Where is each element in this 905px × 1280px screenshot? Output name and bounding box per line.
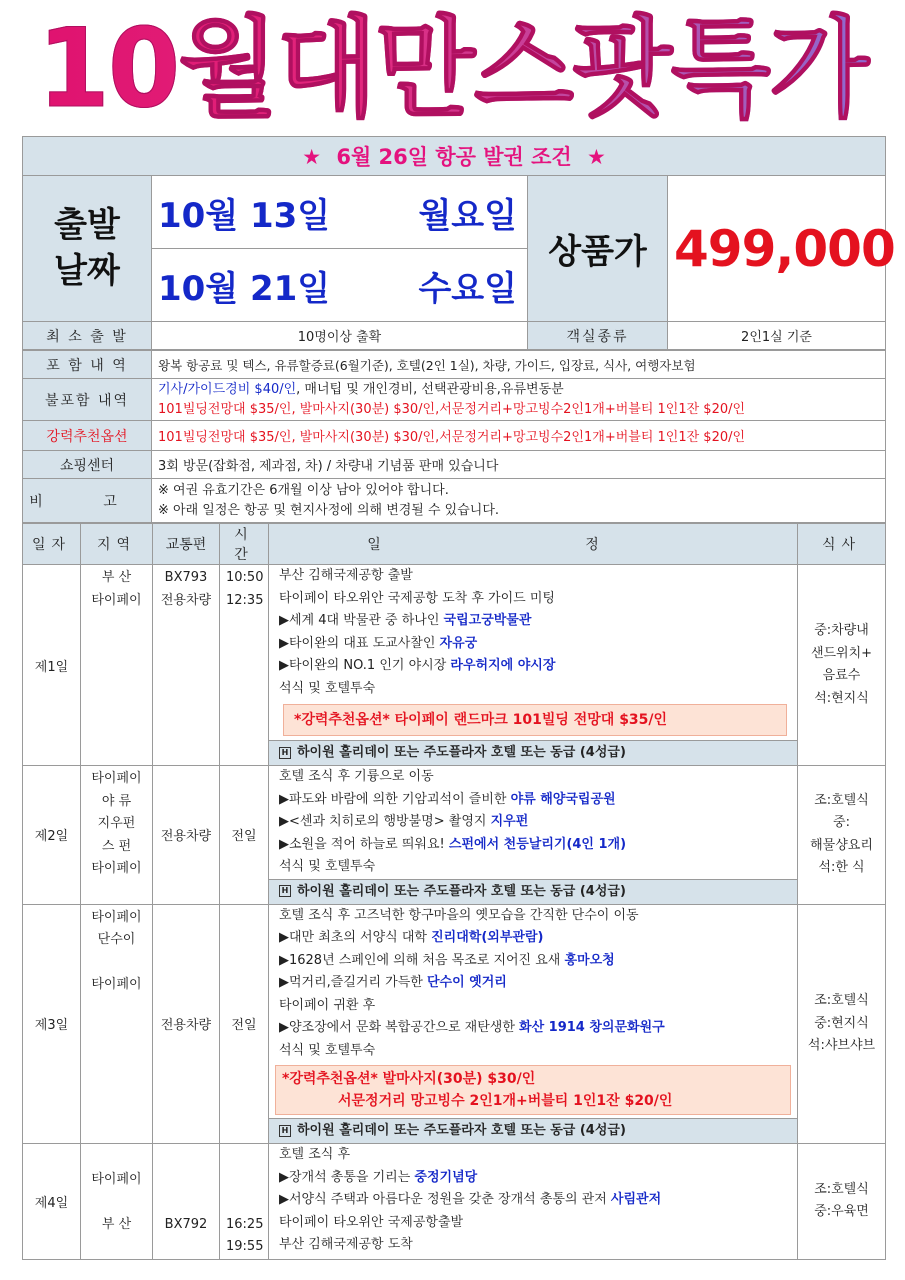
vehicle: 전용차량 bbox=[160, 592, 212, 608]
attraction-name: 홍마오청 bbox=[564, 952, 615, 968]
itinerary-line: ▶세계 4대 박물관 중 하나인 bbox=[279, 613, 444, 628]
col-schedule: 일 정 bbox=[269, 524, 798, 565]
remark-line: ※ 여권 유효기간은 6개월 이상 남아 있어야 합니다. bbox=[158, 482, 449, 498]
transport-cell: 전용차량 bbox=[153, 904, 220, 1144]
meal: 석:현지식 bbox=[814, 690, 869, 706]
region: 타이페이 bbox=[91, 909, 142, 925]
attraction-name: 화산 1914 창의문화원구 bbox=[519, 1020, 665, 1035]
meal: 해물샹요리 bbox=[810, 837, 873, 853]
itinerary-cell bbox=[269, 1144, 798, 1260]
itinerary-line: ▶소원을 적어 하늘로 띄워요! bbox=[279, 836, 449, 852]
guide-fee-text: 기사/가이드경비 $40/인 bbox=[158, 381, 297, 397]
itinerary-line: 호텔 조식 후 bbox=[279, 1147, 351, 1162]
attraction-name: 국립고궁박물관 bbox=[443, 613, 532, 628]
meal-cell bbox=[798, 904, 886, 1144]
itinerary-line: ▶1628년 스페인에 의해 처음 목조로 지어진 요새 bbox=[279, 952, 565, 968]
room-type-label: 객실종류 bbox=[528, 322, 668, 350]
itinerary-cell bbox=[269, 766, 798, 905]
region-cell bbox=[81, 1144, 153, 1260]
itinerary-line: ▶파도와 바람에 의한 기암괴석이 즐비한 bbox=[279, 791, 511, 807]
attraction-name: 라우허지에 야시장 bbox=[450, 658, 556, 673]
meal-cell bbox=[798, 565, 886, 766]
day-row bbox=[23, 565, 886, 766]
itinerary-cell bbox=[269, 904, 798, 1144]
region: 타이페이 bbox=[91, 861, 142, 876]
itinerary-line: 호텔 조식 후 고즈넉한 항구마을의 옛모습을 간직한 단수이 이동 bbox=[279, 907, 639, 923]
itinerary-line: ▶서양식 주택과 아름다운 정원을 갖춘 장개석 총통의 관저 bbox=[279, 1192, 611, 1207]
weekday-text: 월요일 bbox=[418, 195, 517, 236]
option-box: *강력추천옵션* 타이페이 랜드마크 101빌딩 전망대 $35/인 bbox=[283, 704, 787, 736]
transport bbox=[159, 1146, 213, 1169]
attraction-name: 스펀에서 천등날리기(4인 1개) bbox=[448, 836, 627, 852]
min-departure-value: 10명이상 출확 bbox=[152, 322, 528, 350]
star-icon: ★ bbox=[302, 145, 322, 169]
time-cell bbox=[220, 565, 269, 766]
region: 지우펀 bbox=[97, 816, 136, 831]
itinerary-line: ▶타이완의 대표 도교사찰인 bbox=[279, 635, 440, 651]
shopping-label: 쇼핑센터 bbox=[23, 451, 152, 479]
departure-label-line: 출발 bbox=[54, 204, 120, 245]
time bbox=[226, 1146, 262, 1169]
col-meal: 식사 bbox=[798, 524, 886, 565]
itinerary-line: 호텔 조식 후 기륭으로 이동 bbox=[279, 769, 434, 784]
region: 타이페이 bbox=[91, 771, 142, 786]
star-icon: ★ bbox=[587, 145, 606, 169]
departure-label bbox=[23, 176, 152, 322]
region-cell bbox=[81, 565, 153, 766]
itinerary-line: 석식 및 호텔투숙 bbox=[279, 680, 376, 696]
meal: 중:우육면 bbox=[814, 1204, 869, 1220]
day-row bbox=[23, 904, 886, 1144]
hotel-text: 하이원 홀리데이 또는 주도플라자 호텔 또는 동급 (4성급) bbox=[297, 745, 626, 760]
itinerary-header bbox=[23, 524, 886, 565]
transport bbox=[159, 1191, 213, 1214]
meal: 중: bbox=[833, 815, 850, 831]
promo-banner bbox=[0, 0, 905, 135]
meal: 조:호텔식 bbox=[814, 1181, 869, 1197]
hotel-icon: H bbox=[279, 1125, 291, 1137]
transport-cell: 전용차량 bbox=[153, 766, 220, 905]
transport-cell bbox=[153, 1144, 220, 1260]
time-cell bbox=[220, 1144, 269, 1260]
region-cell bbox=[81, 766, 153, 905]
meal: 석:샤브샤브 bbox=[807, 1038, 876, 1053]
region bbox=[87, 1191, 146, 1214]
itinerary-table bbox=[22, 523, 886, 1260]
meal: 조:호텔식 bbox=[814, 993, 869, 1008]
departure-date-2 bbox=[152, 249, 528, 322]
price-value: 499,000 bbox=[668, 176, 886, 322]
tour-sheet bbox=[22, 136, 895, 1260]
meal: 석:한 식 bbox=[818, 860, 865, 876]
itinerary-line: 타이페이 타오위안 국제공항출발 bbox=[279, 1214, 464, 1230]
time: 19:55 bbox=[226, 1239, 264, 1254]
time-cell: 전일 bbox=[220, 766, 269, 905]
flight-number: BX793 bbox=[164, 570, 208, 585]
remark-line: ※ 아래 일정은 항공 및 현지사정에 의해 변경될 수 있습니다. bbox=[158, 502, 500, 518]
attraction-name: 사림관저 bbox=[610, 1192, 662, 1207]
itinerary-cell bbox=[269, 565, 798, 766]
recommended-option-label: 강력추천옵션 bbox=[23, 421, 152, 451]
itinerary-line: ▶<센과 치히로의 행방불명> 촬영지 bbox=[279, 814, 491, 829]
region: 단수이 bbox=[97, 932, 136, 947]
excluded-label: 불포함 내역 bbox=[23, 379, 152, 421]
included-value: 왕복 항공료 및 텍스, 유류할증료(6월기준), 호텔(2인 1실), 차량, 가이드, 입장료, 식사, 여행자보험 bbox=[152, 351, 886, 379]
excluded-rest-text: , 매너팁 및 개인경비, 선택관광비용,유류변동분 bbox=[296, 381, 564, 397]
itinerary-line: ▶양조장에서 문화 복합공간으로 재탄생한 bbox=[279, 1020, 520, 1035]
attraction-name: 중정기념당 bbox=[414, 1169, 478, 1185]
option-line: 서문정거리 망고빙수 2인1개+버블티 1인1잔 $20/인 bbox=[338, 1093, 673, 1109]
day-label: 제3일 bbox=[23, 904, 81, 1144]
banner-title: 10월대만스팟특가 bbox=[37, 3, 868, 132]
notice-text: 6월 26일 항공 발권 조건 bbox=[336, 145, 572, 169]
recommended-option-value: 101빌딩전망대 $35/인, 발마사지(30분) $30/인,서문정거리+망고빙수2인1개+버블티 1인1잔 $20/인 bbox=[152, 421, 886, 451]
meal: 조:호텔식 bbox=[814, 792, 869, 808]
transport-cell bbox=[153, 565, 220, 766]
day-label: 제4일 bbox=[23, 1144, 81, 1260]
itinerary-line: 부산 김해국제공항 출발 bbox=[279, 568, 413, 583]
itinerary-line: 석식 및 호텔투숙 bbox=[279, 1042, 376, 1058]
summary-table bbox=[22, 136, 895, 350]
attraction-name: 단수이 옛거리 bbox=[426, 975, 507, 990]
region: 타이페이 bbox=[91, 592, 142, 608]
hotel-row bbox=[269, 740, 797, 765]
itinerary-line: 타이페이 귀환 후 bbox=[279, 997, 376, 1013]
option-box bbox=[275, 1065, 791, 1115]
flight-number: BX792 bbox=[164, 1216, 208, 1232]
region bbox=[87, 1146, 146, 1169]
shopping-value: 3회 방문(잡화점, 제과점, 차) / 차량내 기념품 판매 있습니다 bbox=[152, 451, 886, 479]
option-line: *강력추천옵션* 발마사지(30분) $30/인 bbox=[282, 1071, 536, 1087]
time: 16:25 bbox=[226, 1216, 264, 1232]
col-date: 일자 bbox=[23, 524, 81, 565]
time: 12:35 bbox=[226, 592, 264, 608]
itinerary-line: 석식 및 호텔투숙 bbox=[279, 859, 376, 874]
region: 부 산 bbox=[101, 570, 132, 585]
itinerary-line: ▶장개석 총통을 기리는 bbox=[279, 1169, 415, 1185]
hotel-icon: H bbox=[279, 885, 291, 897]
meal-cell bbox=[798, 766, 886, 905]
day-label: 제2일 bbox=[23, 766, 81, 905]
itinerary-line: 부산 김해국제공항 도착 bbox=[279, 1237, 413, 1252]
time bbox=[226, 1169, 262, 1192]
col-time: 시간 bbox=[220, 524, 269, 565]
remarks-label: 비 고 bbox=[23, 479, 152, 523]
hotel-text: 하이원 홀리데이 또는 주도플라자 호텔 또는 동급 (4성급) bbox=[297, 883, 626, 899]
time: 10:50 bbox=[226, 570, 264, 585]
departure-date-1 bbox=[152, 176, 528, 249]
meal: 중:현지식 bbox=[814, 1015, 869, 1031]
remarks-value bbox=[152, 479, 886, 523]
hotel-row bbox=[269, 879, 797, 904]
price-label: 상품가 bbox=[528, 176, 668, 322]
region: 야 류 bbox=[101, 793, 132, 809]
meal-cell bbox=[798, 1144, 886, 1260]
meal: 음료수 bbox=[822, 668, 861, 683]
transport bbox=[159, 1169, 213, 1192]
region: 스 펀 bbox=[101, 838, 132, 854]
day-label: 제1일 bbox=[23, 565, 81, 766]
hotel-text: 하이원 홀리데이 또는 주도플라자 호텔 또는 동급 (4성급) bbox=[297, 1123, 626, 1138]
excluded-options-text: 101빌딩전망대 $35/인, 발마사지(30분) $30/인,서문정거리+망고빙수2인1개+버블티 1인1잔 $20/인 bbox=[158, 401, 746, 417]
region bbox=[87, 952, 146, 975]
col-region: 지역 bbox=[81, 524, 153, 565]
day-row bbox=[23, 1144, 886, 1260]
date-text: 10월 21일 bbox=[158, 268, 331, 309]
min-departure-label: 최 소 출 발 bbox=[23, 322, 152, 350]
itinerary-line: ▶먹거리,즐길거리 가득한 bbox=[279, 975, 427, 990]
day-row bbox=[23, 766, 886, 905]
meal: 샌드위치+ bbox=[810, 645, 873, 661]
region: 부 산 bbox=[101, 1216, 132, 1232]
hotel-row bbox=[269, 1118, 797, 1143]
excluded-value bbox=[152, 379, 886, 421]
attraction-name: 지우펀 bbox=[490, 814, 529, 829]
attraction-name: 자유궁 bbox=[439, 635, 478, 651]
weekday-text: 수요일 bbox=[418, 268, 517, 309]
attraction-name: 진리대학(외부관람) bbox=[431, 930, 544, 945]
hotel-icon: H bbox=[279, 747, 291, 759]
itinerary-line: ▶대만 최초의 서양식 대학 bbox=[279, 930, 432, 945]
region: 타이페이 bbox=[91, 977, 142, 992]
ticketing-notice bbox=[23, 137, 886, 176]
departure-label-line: 날짜 bbox=[54, 250, 120, 291]
meal: 중:차량내 bbox=[814, 623, 869, 638]
details-table bbox=[22, 350, 886, 523]
time bbox=[226, 1191, 262, 1214]
time-cell: 전일 bbox=[220, 904, 269, 1144]
itinerary-line: 타이페이 타오위안 국제공항 도착 후 가이드 미팅 bbox=[279, 590, 555, 606]
region-cell bbox=[81, 904, 153, 1144]
included-label: 포 함 내 역 bbox=[23, 351, 152, 379]
itinerary-line: ▶타이완의 NO.1 인기 야시장 bbox=[279, 658, 451, 673]
room-type-value: 2인1실 기준 bbox=[668, 322, 886, 350]
region: 타이페이 bbox=[91, 1171, 142, 1187]
date-text: 10월 13일 bbox=[158, 195, 331, 236]
attraction-name: 야류 해양국립공원 bbox=[510, 791, 616, 807]
col-transport: 교통편 bbox=[153, 524, 220, 565]
